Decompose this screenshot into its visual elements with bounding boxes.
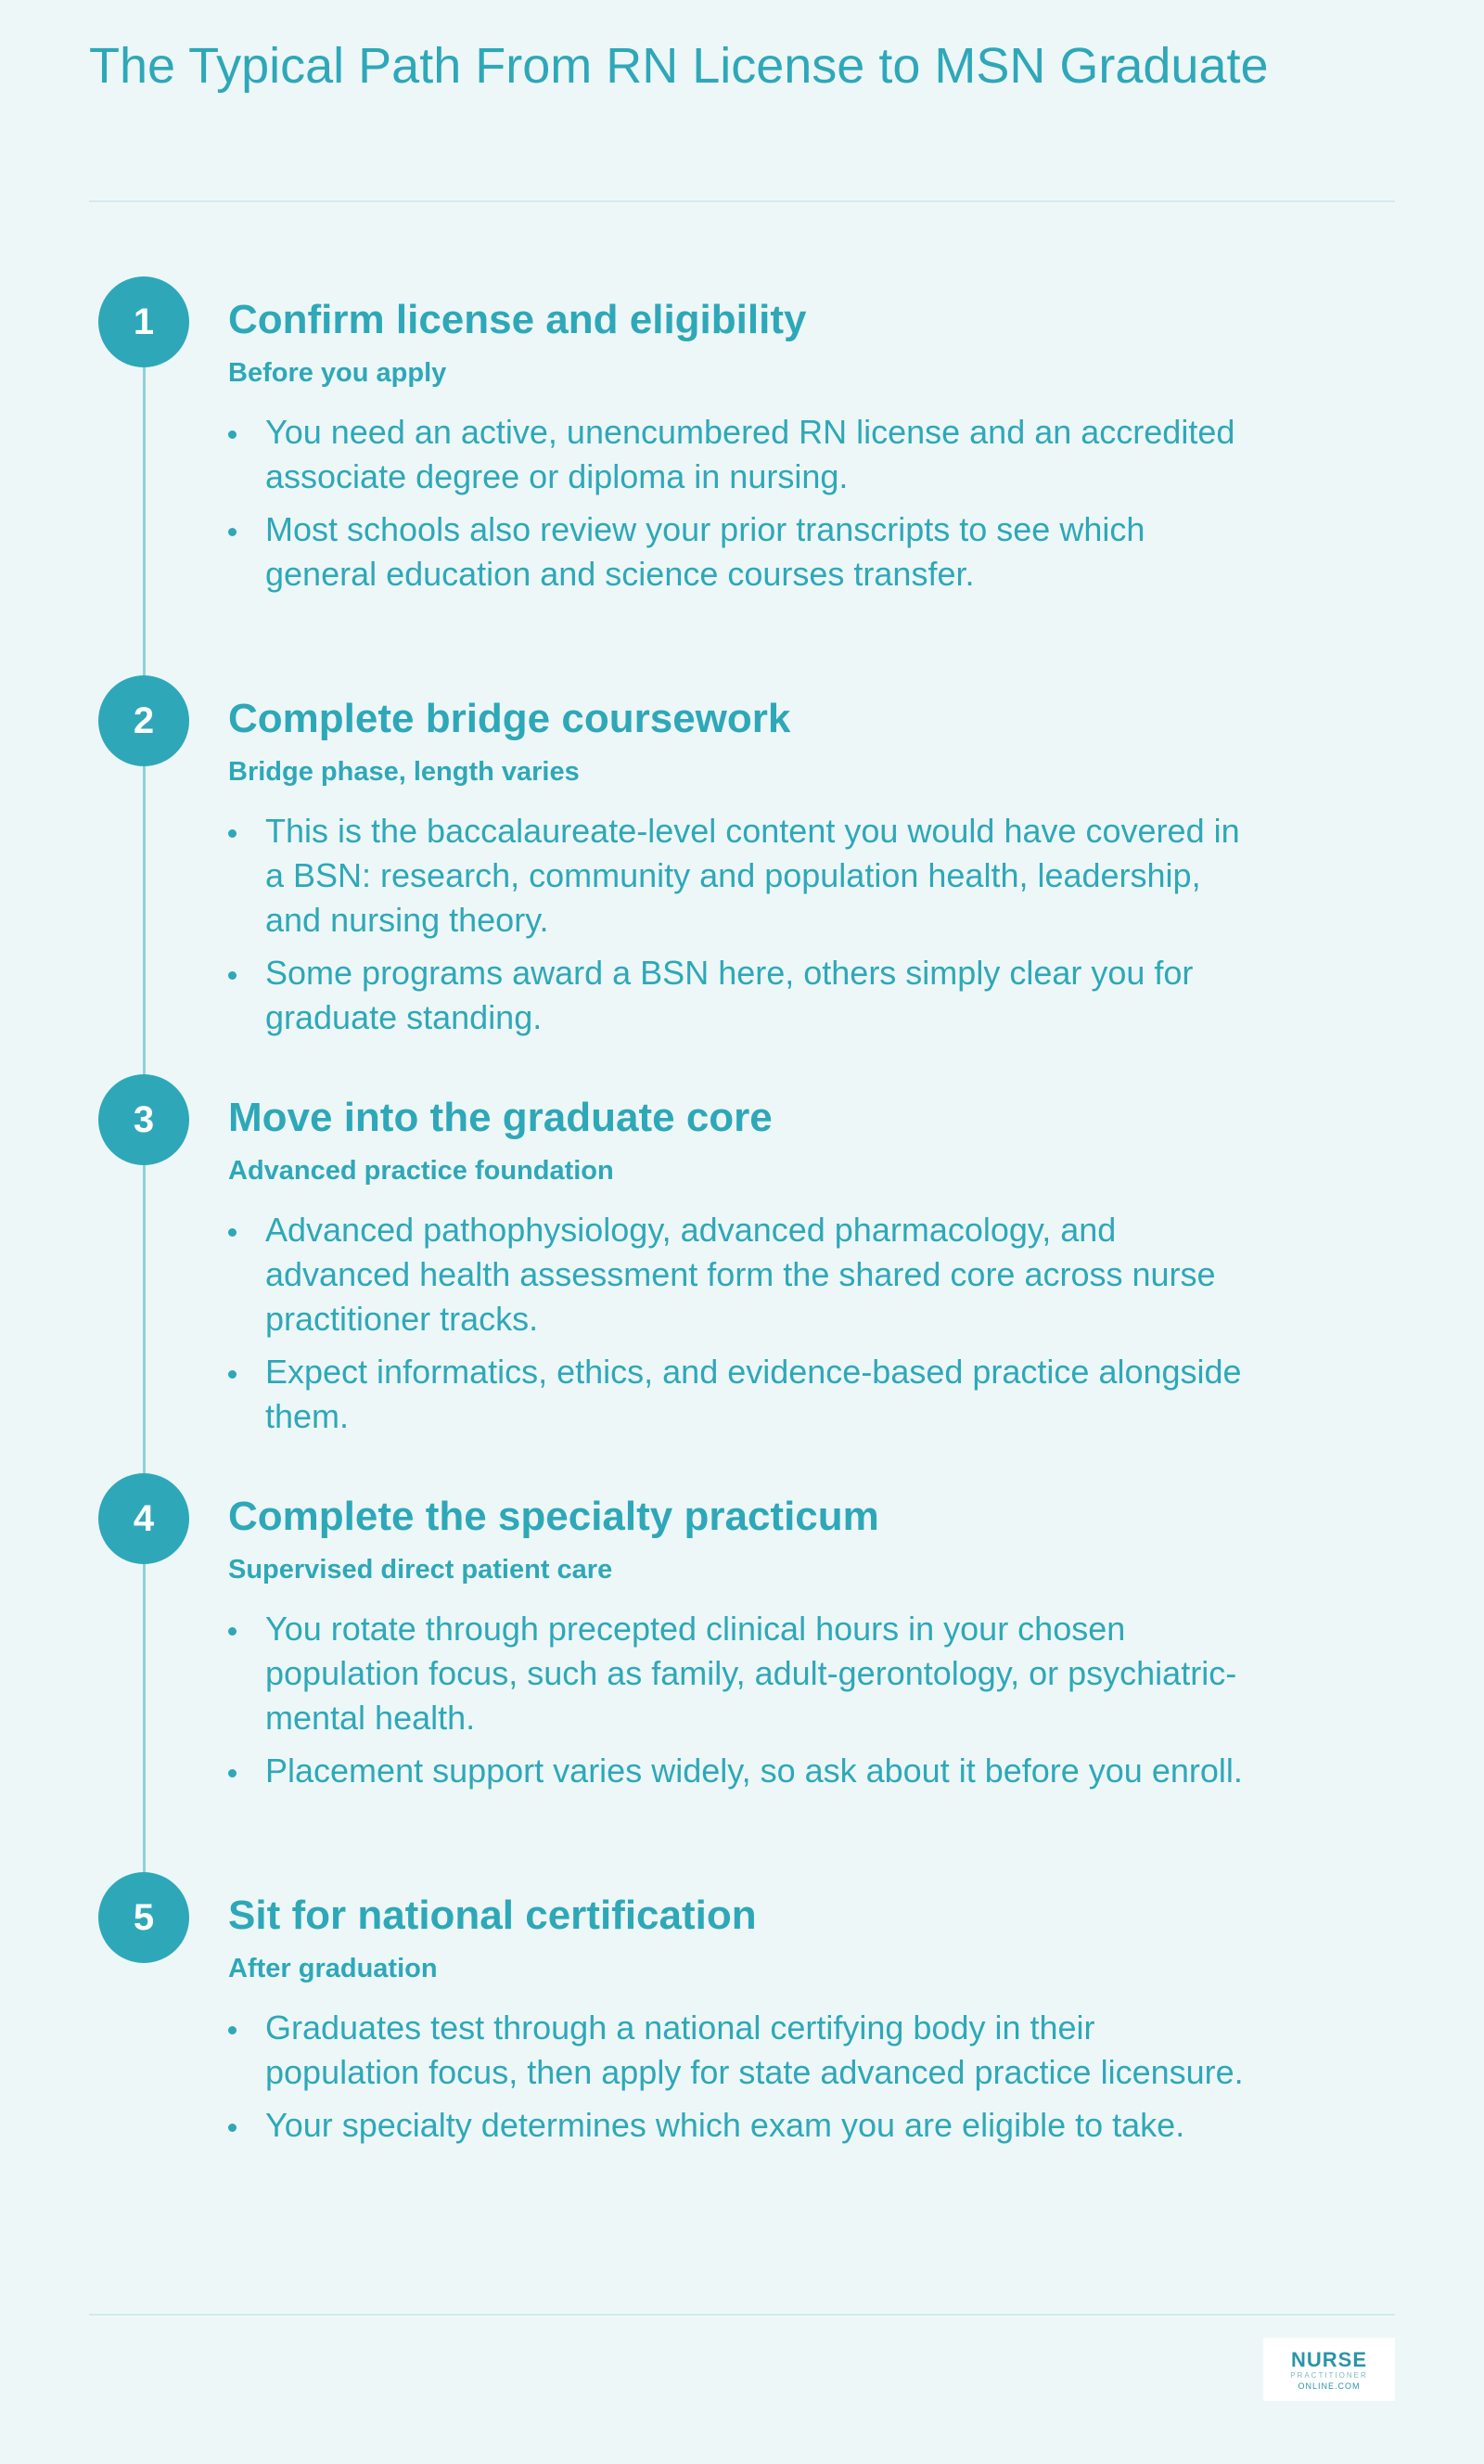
step-heading: Sit for national certification [228, 1893, 757, 1938]
top-divider [89, 200, 1395, 202]
logo-line-online: ONLINE.COM [1298, 2381, 1361, 2391]
step-subheading: Before you apply [228, 358, 447, 388]
logo-line-nurse: NURSE [1290, 2348, 1367, 2371]
bullet-item: Graduates test through a national certifying body in their population focus, then apply for state advanced practice licensure. [228, 2006, 1248, 2095]
step-subheading: After graduation [228, 1954, 438, 1983]
step-number-badge: 1 [98, 276, 189, 367]
bullet-item: Some programs award a BSN here, others simply clear you for graduate standing. [228, 951, 1248, 1040]
step-bullet-list [228, 410, 1248, 605]
bullet-item: Placement support varies widely, so ask about it before you enroll. [228, 1749, 1248, 1793]
step-heading: Complete bridge coursework [228, 696, 791, 741]
step-bullet-list [228, 2006, 1248, 2156]
step-number-badge: 5 [98, 1872, 189, 1963]
step-subheading: Supervised direct patient care [228, 1555, 613, 1585]
brand-logo [1263, 2338, 1395, 2401]
step-bullet-list [228, 1607, 1248, 1802]
logo-line-practitioner: PRACTITIONER [1290, 2371, 1368, 2380]
step-heading: Complete the specialty practicum [228, 1494, 879, 1539]
step-bullet-list [228, 1208, 1248, 1447]
bottom-divider [89, 2314, 1395, 2316]
bullet-item: Expect informatics, ethics, and evidence-based practice alongside them. [228, 1350, 1248, 1439]
step-number-badge: 4 [98, 1473, 189, 1564]
step-subheading: Advanced practice foundation [228, 1156, 614, 1186]
bullet-item: This is the baccalaureate-level content you would have covered in a BSN: research, community and population health, leadership, and nursing theory. [228, 809, 1248, 943]
bullet-item: Your specialty determines which exam you are eligible to take. [228, 2103, 1248, 2148]
page-title: The Typical Path From RN License to MSN Graduate [89, 38, 1269, 94]
bullet-item: You rotate through precepted clinical hours in your chosen population focus, such as family, adult-gerontology, or psychiatric-mental health. [228, 1607, 1248, 1740]
step-number-badge: 2 [98, 675, 189, 766]
bullet-item: You need an active, unencumbered RN license and an accredited associate degree or diploma in nursing. [228, 410, 1248, 499]
step-number-badge: 3 [98, 1074, 189, 1165]
step-subheading: Bridge phase, length varies [228, 757, 580, 787]
step-bullet-list [228, 809, 1248, 1048]
step-heading: Move into the graduate core [228, 1095, 773, 1140]
step-heading: Confirm license and eligibility [228, 297, 807, 342]
bullet-item: Advanced pathophysiology, advanced pharmacology, and advanced health assessment form the shared core across nurse practitioner tracks. [228, 1208, 1248, 1341]
bullet-item: Most schools also review your prior transcripts to see which general education and science courses transfer. [228, 507, 1248, 597]
